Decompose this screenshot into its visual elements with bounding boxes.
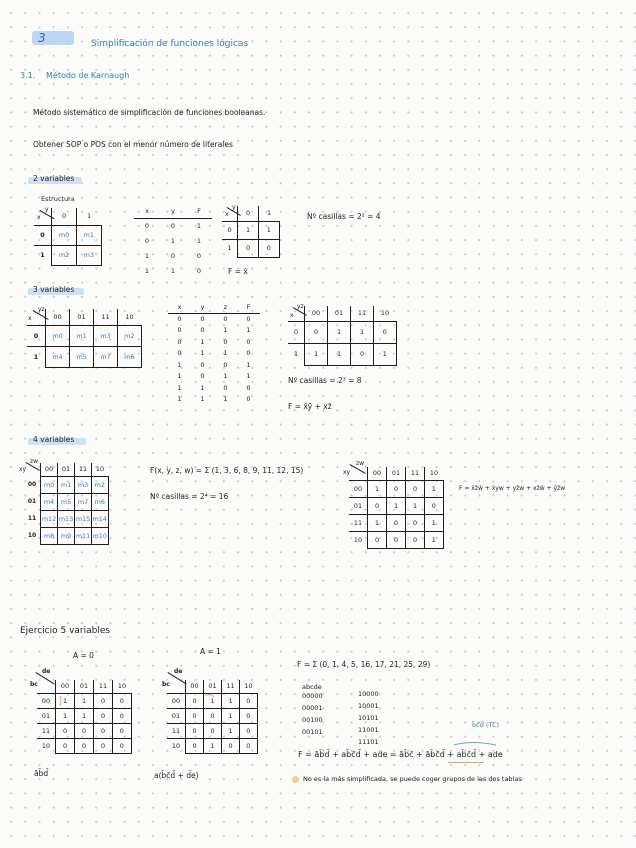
corner-x: x (225, 211, 229, 218)
col-header: 0 (52, 208, 77, 225)
map-cell: 1 (328, 321, 351, 343)
map-cell: 0 (75, 723, 94, 738)
four-var-result: F = x̄z̄w̄ + x̄yw + yz̄w + xz̄w̄ + ȳz̄w (459, 485, 566, 492)
truth-cell: 0 (200, 326, 205, 335)
row-header: 00 (27, 481, 37, 488)
map-a0-result: āb̄d̄ (34, 769, 49, 778)
minterm-cell: m10 (92, 527, 109, 544)
exercise-function: F = Σ (0, 1, 4, 5, 16, 17, 21, 25, 29) (297, 660, 431, 669)
row-header: 1 (34, 245, 52, 265)
col-header: 01 (328, 306, 351, 321)
map-cell: 1 (56, 693, 75, 708)
map-cell: 1 (374, 343, 397, 365)
map-cell: 0 (387, 480, 406, 497)
corner-x: xy (19, 466, 27, 473)
truth-cell: 0 (200, 360, 205, 369)
map-cell: 0 (425, 497, 444, 514)
row-header: 0 (222, 221, 238, 239)
minterm-cell: m9 (58, 527, 75, 544)
truth-cell: 0 (144, 236, 150, 245)
truth-cell: 1 (177, 383, 182, 392)
col-header: 1 (77, 208, 102, 225)
minterm-cell: m13 (58, 510, 75, 527)
map-cell: 0 (94, 723, 113, 738)
minterm-cell: m14 (92, 510, 109, 527)
col-header: 01 (70, 309, 94, 325)
col-header: 01 (58, 463, 75, 476)
corner-y: zw (356, 460, 365, 467)
map-cell: 0 (305, 321, 328, 343)
row-header: 10 (27, 532, 37, 539)
corner-y: de (42, 668, 51, 675)
map-cell: 0 (406, 514, 425, 531)
equation-underline (448, 762, 484, 763)
intro-line-2: Obtener SOP o POS con el menor número de literales (33, 140, 233, 149)
row-header: 00 (349, 480, 368, 497)
list-item: 00101 (302, 728, 323, 736)
map-cell: 0 (240, 708, 258, 723)
map-cell: 1 (425, 531, 444, 548)
two-var-result: F = x̄ (228, 267, 248, 276)
truth-cell: 1 (246, 360, 251, 369)
minterm-cell: m3 (94, 325, 118, 346)
four-var-casillas: Nº casillas = 2⁴ = 16 (150, 492, 229, 501)
row-header: 11 (167, 723, 186, 738)
truth-cell: 1 (200, 395, 205, 404)
group-stroke (60, 696, 61, 706)
map-cell: 0 (186, 693, 204, 708)
col-header: 11 (94, 680, 113, 693)
truth-cell: 0 (177, 337, 182, 346)
exercise-note: No es la más simplificada, se puede coger grupos de las dos tablas (303, 775, 522, 783)
map-a1-result: a(b̄c̄d̄ + d̄e) (154, 771, 199, 780)
minterm-cell: m6 (118, 346, 142, 367)
map-cell: 0 (368, 497, 387, 514)
col-header: 00 (305, 306, 328, 321)
map-cell: 0 (75, 738, 94, 753)
tc-brace (454, 743, 496, 746)
row-header: 10 (349, 531, 368, 548)
truth-head: F (186, 204, 212, 218)
truth-cell: 1 (223, 349, 228, 358)
row-header: 11 (349, 514, 368, 531)
corner-x: x (37, 214, 41, 221)
map-cell: 1 (75, 708, 94, 723)
minterm-cell: m0 (41, 476, 58, 493)
truth-cell: 0 (177, 315, 182, 323)
row-header: 01 (349, 497, 368, 514)
minterm-cell: m12 (41, 510, 58, 527)
list-item: 00000 (302, 692, 323, 700)
map-cell: 1 (387, 497, 406, 514)
truth-cell: 1 (223, 372, 228, 381)
row-header: 0 (34, 225, 52, 245)
minterm-cell: m11 (75, 527, 92, 544)
map-cell: 1 (222, 723, 240, 738)
truth-cell: 1 (200, 349, 205, 358)
col-header: 1 (259, 206, 280, 221)
truth-cell: 1 (177, 372, 182, 381)
truth-cell: 0 (223, 337, 228, 346)
truth-cell: 0 (246, 315, 251, 323)
corner-x: xy (343, 469, 351, 476)
minterm-cell: m5 (70, 346, 94, 367)
truth-cell: 0 (196, 266, 202, 275)
col-header: 11 (75, 463, 92, 476)
list-header: abcde (302, 683, 322, 691)
map-cell: 1 (368, 514, 387, 531)
corner-y: de (174, 668, 183, 675)
row-header: 0 (27, 325, 46, 346)
list-item: 10101 (358, 714, 379, 722)
col-header: 10 (92, 463, 109, 476)
map-cell: 1 (406, 497, 425, 514)
col-header: 11 (222, 680, 240, 693)
map-cell: 0 (387, 531, 406, 548)
col-header: 10 (118, 309, 142, 325)
map-cell: 0 (259, 239, 280, 257)
col-header: 10 (113, 680, 132, 693)
col-header: 11 (94, 309, 118, 325)
truth-cell: 1 (144, 251, 150, 260)
map-cell: 0 (94, 693, 113, 708)
truth-cell: 1 (200, 337, 205, 346)
map-cell: 0 (186, 723, 204, 738)
corner-y: yz (38, 306, 45, 313)
map-cell: 1 (425, 514, 444, 531)
truth-head: y (191, 301, 214, 313)
truth-cell: 0 (223, 360, 228, 369)
map-a0-label: A = 0 (73, 651, 94, 660)
map-cell: 1 (305, 343, 328, 365)
corner-y: y (232, 204, 236, 211)
map-cell: 0 (368, 531, 387, 548)
truth-head: y (160, 204, 186, 218)
col-header: 11 (351, 306, 374, 321)
row-header: 00 (37, 693, 56, 708)
chapter-number-text: 3 (38, 31, 46, 45)
map-cell: 1 (204, 738, 222, 753)
row-header: 10 (37, 738, 56, 753)
minterm-cell: m7 (94, 346, 118, 367)
exercise-heading: Ejercicio 5 variables (20, 626, 111, 636)
two-var-heading: 2 variables (33, 174, 75, 183)
map-cell: 1 (328, 343, 351, 365)
map-cell: 1 (222, 693, 240, 708)
map-cell: 1 (351, 321, 374, 343)
three-var-casillas: Nº casillas = 2³ = 8 (288, 376, 362, 385)
minterm-cell: m2 (92, 476, 109, 493)
map-cell: 0 (113, 738, 132, 753)
minterm-cell: m2 (118, 325, 142, 346)
truth-cell: 0 (246, 383, 251, 392)
corner-x: bc (162, 681, 170, 688)
minterm-cell: m8 (41, 527, 58, 544)
col-header: 01 (75, 680, 94, 693)
section-title: Método de Karnaugh (46, 71, 130, 80)
two-var-estructura: Estructura (41, 195, 75, 203)
truth-cell: 1 (144, 266, 150, 275)
map-cell: 0 (222, 738, 240, 753)
truth-cell: 1 (223, 326, 228, 335)
corner-y: zw (30, 458, 39, 465)
minterm-cell: m0 (52, 225, 77, 245)
minterm-cell: m15 (75, 510, 92, 527)
list-item: 00001 (302, 704, 323, 712)
row-header: 00 (167, 693, 186, 708)
map-cell: 0 (186, 708, 204, 723)
map-cell: 1 (259, 221, 280, 239)
map-cell: 0 (113, 723, 132, 738)
map-cell: 1 (204, 693, 222, 708)
truth-cell: 0 (200, 372, 205, 381)
truth-cell: 1 (196, 236, 202, 245)
three-var-result: F = x̄ȳ + xz̄ (288, 402, 332, 411)
truth-head: F (237, 301, 260, 313)
minterm-cell: m0 (46, 325, 70, 346)
map-cell: 0 (387, 514, 406, 531)
map-cell: 1 (75, 693, 94, 708)
col-header: 00 (46, 309, 70, 325)
row-header: 1 (288, 343, 305, 365)
list-item: 00100 (302, 716, 323, 724)
list-item: 11001 (358, 726, 379, 734)
tc-note: b̄c̄d̄ (TC) (472, 721, 500, 729)
truth-cell: 0 (246, 395, 251, 404)
row-header: 0 (288, 321, 305, 343)
map-cell: 0 (56, 738, 75, 753)
truth-cell: 1 (246, 326, 251, 335)
truth-head: z (214, 301, 237, 313)
map-cell: 0 (374, 321, 397, 343)
truth-cell: 0 (246, 349, 251, 358)
row-header: 11 (37, 723, 56, 738)
minterm-cell: m3 (77, 245, 102, 265)
truth-cell: 0 (223, 315, 228, 323)
corner-y: y (45, 206, 49, 213)
four-var-heading: 4 variables (33, 435, 75, 444)
minterm-cell: m1 (77, 225, 102, 245)
three-var-heading: 3 variables (33, 285, 75, 294)
minterm-cell: m2 (52, 245, 77, 265)
map-cell: 0 (240, 738, 258, 753)
truth-cell: 0 (170, 251, 176, 260)
map-cell: 0 (56, 723, 75, 738)
col-header: 01 (204, 680, 222, 693)
truth-cell: 1 (177, 360, 182, 369)
col-header: 0 (238, 206, 259, 221)
truth-cell: 1 (200, 383, 205, 392)
map-cell: 0 (204, 708, 222, 723)
truth-cell: 0 (177, 349, 182, 358)
truth-head: x (134, 204, 160, 218)
map-cell: 0 (240, 693, 258, 708)
row-header: 01 (37, 708, 56, 723)
truth-cell: 0 (144, 221, 150, 230)
map-cell: 0 (406, 531, 425, 548)
truth-cell: 1 (246, 372, 251, 381)
minterm-cell: m1 (70, 325, 94, 346)
col-header: 10 (425, 467, 444, 480)
truth-cell: 0 (196, 251, 202, 260)
corner-x: x (290, 312, 294, 319)
exercise-equation: F = āb̄d̄ + ab̄c̄d̄ + ade = āb̄c̄ + āb̄c̄d̄ + ab̄c̄d̄ + ade (298, 750, 503, 759)
chapter-title: Simplificación de funciones lógicas (91, 39, 249, 49)
list-item: 10000 (358, 690, 379, 698)
note-bullet-icon (292, 776, 299, 783)
map-cell: 1 (56, 708, 75, 723)
col-header: 10 (374, 306, 397, 321)
map-cell: 0 (113, 693, 132, 708)
minterm-cell: m6 (92, 493, 109, 510)
col-header: 00 (368, 467, 387, 480)
map-cell: 0 (94, 738, 113, 753)
map-cell: 0 (351, 343, 374, 365)
minterm-cell: m5 (58, 493, 75, 510)
truth-cell: 1 (223, 395, 228, 404)
map-cell: 0 (94, 708, 113, 723)
map-cell: 0 (238, 239, 259, 257)
map-cell: 0 (406, 480, 425, 497)
row-header: 10 (167, 738, 186, 753)
corner-y: yz (297, 303, 304, 310)
truth-cell: 1 (170, 266, 176, 275)
col-header: 11 (406, 467, 425, 480)
map-cell: 0 (240, 723, 258, 738)
minterm-cell: m4 (46, 346, 70, 367)
truth-head: x (168, 301, 191, 313)
row-header: 01 (27, 498, 37, 505)
two-var-casillas: Nº casillas = 2² = 4 (307, 212, 381, 221)
section-number: 3.1. (20, 71, 36, 80)
truth-cell: 1 (170, 236, 176, 245)
map-cell: 1 (425, 480, 444, 497)
truth-cell: 0 (170, 221, 176, 230)
list-item: 10001 (358, 702, 379, 710)
row-header: 1 (222, 239, 238, 257)
col-header: 01 (387, 467, 406, 480)
map-cell: 1 (368, 480, 387, 497)
row-header: 01 (167, 708, 186, 723)
list-item: 11101 (358, 738, 379, 746)
corner-x: x (28, 315, 32, 322)
map-a1-label: A = 1 (200, 647, 221, 656)
map-cell: 1 (222, 708, 240, 723)
minterm-cell: m7 (75, 493, 92, 510)
truth-cell: 1 (196, 221, 202, 230)
map-cell: 0 (113, 708, 132, 723)
corner-x: bc (30, 681, 38, 688)
truth-cell: 0 (177, 326, 182, 335)
minterm-cell: m1 (58, 476, 75, 493)
truth-cell: 0 (223, 383, 228, 392)
truth-cell: 0 (200, 315, 205, 323)
truth-cell: 0 (246, 337, 251, 346)
group-stroke (205, 695, 214, 697)
four-var-function: F(x, y, z, w) = Σ (1, 3, 6, 8, 9, 11, 12, 15) (150, 466, 304, 475)
row-header: 11 (27, 515, 37, 522)
row-header: 1 (27, 346, 46, 367)
col-header: 00 (41, 463, 58, 476)
intro-line-1: Método sistemático de simplificación de funciones booleanas. (33, 108, 266, 117)
col-header: 00 (186, 680, 204, 693)
col-header: 00 (56, 680, 75, 693)
minterm-cell: m4 (41, 493, 58, 510)
map-cell: 0 (186, 738, 204, 753)
map-cell: 1 (238, 221, 259, 239)
minterm-cell: m3 (75, 476, 92, 493)
col-header: 10 (240, 680, 258, 693)
map-cell: 0 (204, 723, 222, 738)
truth-cell: 1 (177, 395, 182, 404)
